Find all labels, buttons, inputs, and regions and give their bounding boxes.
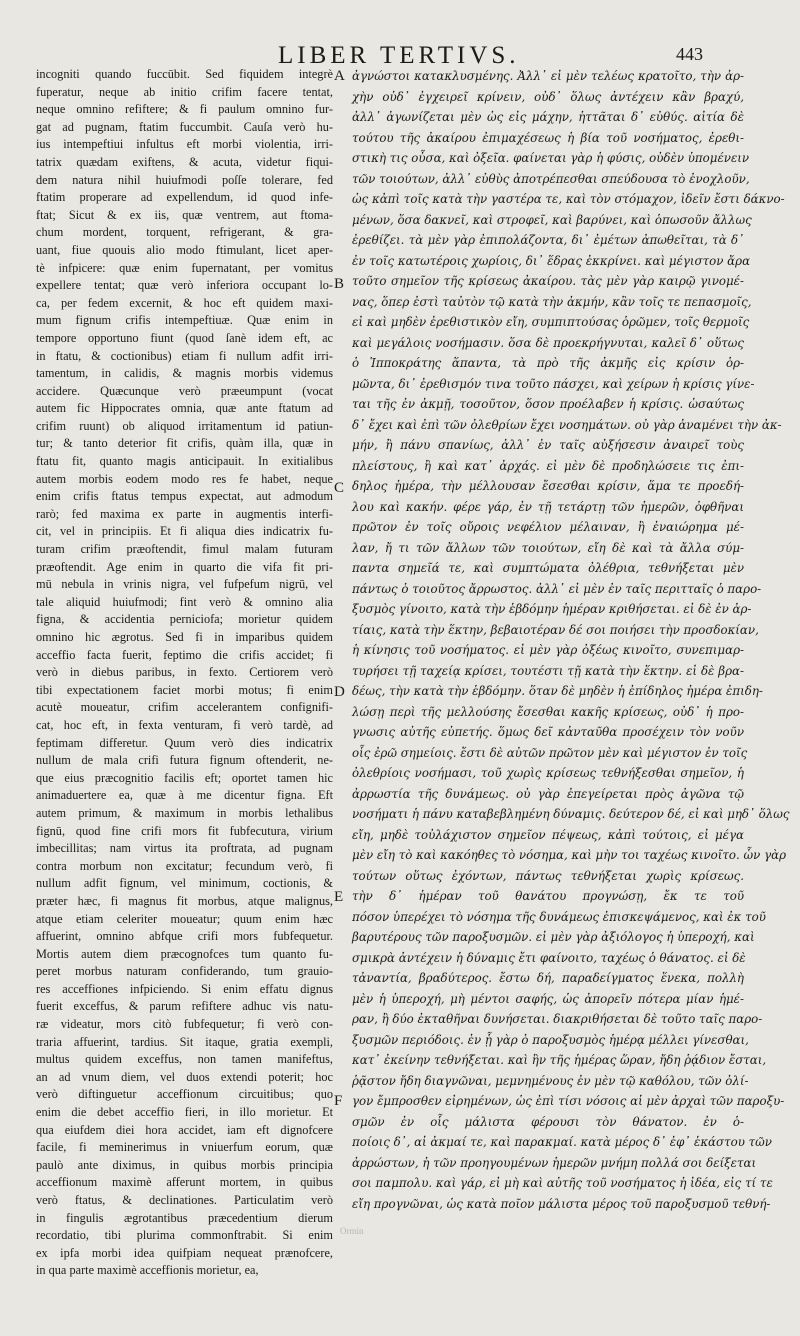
greek-text-line: μένων, ὅσα δακνεῖ, καὶ στροφεῖ, καὶ βαρύνει, καὶ ὁπωσοῦν ἄλλως	[352, 212, 752, 227]
latin-text-line: præter hæc, fi magnus fit morbus, atque malignus,	[36, 893, 333, 908]
greek-text-line: ἀγνώστοι κατακλυσμένης. Ἀλλ᾽ εἰ μὲν τελέως κρατοῖτο, τὴν ἀρ-	[352, 69, 744, 83]
latin-text-line: acutè moueatur, crifim accelerantem confignifi-	[36, 700, 333, 715]
latin-text-line: acceffio facta fuerit, feptimo die crifis accidet; fi	[36, 647, 333, 662]
greek-text-line: ὡς κἀπὶ τοῖς κατὰ τὴν γαστέρα τε, καὶ τὸν στόμαχον, ἰδεῖν ἔστι δάκνο-	[352, 192, 785, 206]
latin-text-line: accidere. Quæcunque verò præeumpunt (vocat	[36, 383, 333, 398]
greek-text-line: δ᾽ ἔχει καὶ ἐπὶ τῶν ὀλεθρίων ἔχει νοσημάτων. οὐ γὰρ ἀναμένει τὴν ἀκ-	[352, 417, 782, 432]
latin-text-line: que eius præcognitio facilis eft; oportet tamen hic	[36, 770, 333, 785]
greek-text-line: ἀρρωστία τῆς δυνάμεως. οὐ γὰρ ἐπεγείρεται πρὸς ἀγῶνα τῷ	[352, 786, 744, 801]
latin-text-line: autem morbis eodem modo res fe habet, neque	[36, 471, 333, 486]
latin-text-line: mum fignum crifis intempeftiuæ. Quæ enim in	[36, 313, 333, 328]
latin-text-line: an ad vnum diem, vel duos extendi poterit; hoc	[36, 1069, 333, 1084]
latin-text-line: crifim ruunt) ob aliquod irritamentum id patiun-	[36, 418, 333, 433]
greek-column	[352, 66, 790, 1214]
greek-text-line: ραν, ἢ δύο ἐκταθῆναι δυνήσεται. διακριθήσεται δὲ τοῦτο ταῖς παρο-	[352, 1012, 763, 1026]
greek-text-line: μὲν ἡ ὑπεροχή, μὴ μέντοι σαφής, ὡς ἀπορεῖν πότερα μίαν ἡμέ-	[352, 991, 744, 1006]
latin-text-line: mū nebula in vrinis nigra, vel fufpefum nigrū, vel	[36, 577, 333, 592]
latin-text-line: ius intempeftiui infultus eft morbi violentia, irri-	[36, 137, 333, 152]
latin-text-line: tatrix quædam exiftens, & acuta, videtur fiqui-	[36, 154, 333, 169]
latin-text-line: incogniti quando fuccūbit. Sed fiquidem integrè	[36, 67, 333, 81]
latin-text-line: imbecillitas; nam virtus ita proftrata, ad pugnam	[36, 841, 333, 856]
latin-text-line: neque omnino refiftere; & fi paulum omnino fur-	[36, 102, 333, 117]
latin-text-line: acceffionum maximè afferunt mortem, in quibus	[36, 1175, 333, 1190]
latin-text-line: præoftendit. Age enim in quarto die vifa fit pri-	[36, 559, 333, 574]
latin-text-line: nullum adfit fignum, vel minimum, coctionis, &	[36, 876, 333, 891]
margin-letter-f: F	[334, 1093, 343, 1109]
greek-text-line: τῶν τοιούτων, ἀλλ᾽ εὐθὺς ἀποτρέπεσθαι σπεύδουσα τὸ ἐνοχλοῦν,	[352, 171, 750, 186]
greek-text-line: τἀναντία, βραδύτερος. ἔστω δή, παραδείγματος ἕνεκα, πολλὴ	[352, 971, 744, 985]
running-head	[0, 42, 800, 68]
latin-text-line: ftatu fit, quanto magis anticipauit. In exitialibus	[36, 454, 333, 469]
latin-text-line: facile, fi meminerimus in vniuerfum eorum, quæ	[36, 1140, 333, 1155]
greek-text-line: λου καὶ κακήν. φέρε γάρ, ἐν τῇ τετάρτῃ τῶν ἡμερῶν, ὀφθῆναι	[352, 499, 744, 514]
latin-text-line: animaduertere ea, quæ à me dicentur figna. Eft	[36, 788, 333, 803]
latin-text-line: verò ftatus, & declinationes. Particulatim verò	[36, 1193, 333, 1207]
greek-text-line: τοῦτο σημεῖον τῆς κρίσεως ἀκαίρου. τὰς μὲν γὰρ καιρῷ γινομέ-	[352, 274, 744, 288]
greek-text-line: πλείστους, ἢ καὶ κατ᾽ ἀρχάς. εἰ μὲν δὲ προδηλώσειε τις ἐπι-	[352, 458, 744, 473]
latin-text-line: fuperatur, neque ab initio crifim facere tentat,	[36, 84, 333, 99]
latin-text-line: autem fic Hippocrates omnia, quæ ante ftatum ad	[36, 401, 333, 416]
latin-text-line: tale aliquid huiufmodi; fint verò & omnino alia	[36, 594, 333, 609]
greek-text-line: παντα σημεῖά τε, καὶ συμπτώματα ὀλέθρια, τεθνήξεται μὲν	[352, 561, 744, 575]
latin-text-line: ræ videatur, mors citò fubfequetur; fi verò con-	[36, 1017, 333, 1032]
greek-text-line: τούτου τῆς ἀκαίρου ἐπιμαχέσεως ἡ βία τοῦ νοσήματος, ἐρεθι-	[352, 130, 744, 145]
latin-text-line: fuerit exceffus, & parum refiftere adhuc vis natu-	[36, 999, 333, 1014]
latin-text-line: traria affuerint, tardius. Sit itaque, gratia exempli,	[36, 1034, 333, 1049]
latin-text-line: Mortis autem diem præcognofces tum quanto fu-	[36, 946, 333, 961]
latin-text-line: turam crifim præoftendit, fimul malam futuram	[36, 542, 333, 557]
greek-text-line: λώσῃ περὶ τῆς μελλούσης ἔσεσθαι κακῆς κρίσεως, οὐδ᾽ ἡ προ-	[352, 704, 744, 719]
greek-text-line: τίαις, κατὰ τὴν ἕκτην, βεβαιοτέραν δέ σοι ποιήσει τὴν προσδοκίαν,	[352, 622, 759, 637]
latin-text-line: multus quidem exceffus, non tamen manifeftus,	[36, 1052, 333, 1067]
latin-text-line: in fingulis ægrotantibus præcedentium dierum	[36, 1210, 333, 1225]
latin-text-line: tamentum, in calidis, & magnis morbis videmus	[36, 366, 333, 381]
greek-text-line: μὲν εἴη τὸ καὶ κακόηθες τὸ νόσημα, καὶ μὴν τοι ταχέως κινοῖτο. ὧν γὰρ	[352, 848, 787, 862]
margin-letter-c: C	[334, 480, 345, 496]
greek-text-line: ἡ κίνησις τοῦ νοσήματος. εἰ μὲν γὰρ ὀξέως κινοῖτο, συνεπιμαρ-	[352, 643, 744, 657]
greek-text-line: εἴη, μηδὲ τοὐλάχιστον σημεῖον πέψεως, κἀπὶ τούτοις, εἰ μέγα	[352, 827, 744, 842]
latin-text-line: cit, vel in principiis. Et fi aliqua dies indicatrix fu-	[36, 524, 333, 539]
latin-text-line: fignū, quod fine crifi mors fit fubfecutura, virium	[36, 823, 333, 838]
greek-text-line: ποίοις δ᾽, αἱ ἀκμαί τε, καὶ παρακμαί. κατὰ μέρος δ᾽ ἐφ᾽ ἑκάστου τῶν	[352, 1135, 772, 1149]
greek-text-line: ἀλλ᾽ ἀγωνίζεται μὲν ὡς εἰς μάχην, ἡττᾶται δ᾽ εὐθύς. αἰτία δὲ	[352, 110, 744, 124]
greek-text-line: σοι παμπολυ. καὶ γάρ, εἰ μὴ καὶ αὐτῆς τοῦ νοσήματος ἡ ἰδέα, εἰς τί τε	[352, 1176, 773, 1190]
latin-text-line: autem primum, & maximum in morbis lethalibus	[36, 805, 333, 820]
latin-text-line: tibi expectationem faciet morbi motus; fi enim	[36, 682, 333, 697]
latin-text-line: affuerint, omnino abfque crifi mors fubfequetur.	[36, 929, 333, 944]
margin-letter-e: E	[334, 889, 344, 905]
greek-text-line: πρῶτον ἐν τοῖς οὔροις νεφέλιον μέλαιναν, ἢ ἐναιώρημα μέ-	[352, 520, 744, 534]
latin-text-line: expellere tentat; quæ verò inferiora occupant lo-	[36, 278, 333, 293]
latin-text-line: rarò; fed maxima ex parte in augmentis interfi-	[36, 506, 333, 521]
greek-text-line: ξυσμῶν περιόδοις. ἐν ᾗ γὰρ ὁ παροξυσμὸς ἡμέρᾳ μέλλει γίνεσθαι,	[352, 1032, 749, 1047]
latin-text-line: ca, per fedem excernit, & hoc eft quidem maxi-	[36, 295, 333, 310]
latin-text-line: contra morbum non excitatur; fecundum verò, fi	[36, 858, 333, 873]
greek-text-line: σμικρὰ ἀντέχειν ἡ δύναμις ἔτι φαίνοιτο, ταχέως ὁ θάνατος. εἰ δὲ	[352, 950, 746, 965]
latin-column	[36, 66, 333, 1280]
greek-text-line: εἴη προγνῶναι, ὡς κατὰ ποῖον μάλιστα μέρος τοῦ παροξυσμοῦ τεθνή-	[352, 1196, 771, 1211]
greek-text-line: καὶ μεγάλοις νοσήμασιν. ὅσα δὲ προεκρήγνυται, καλεῖ δ᾽ οὕτως	[352, 335, 744, 350]
greek-text-line: ἀρρώστων, ἡ τῶν προηγουμένων ἡμερῶν μνήμη πολλά σοι δείξεται	[352, 1155, 757, 1170]
greek-text-line: ἐρεθίζει. τὰ μὲν γὰρ ἐπιπολάζοντα, δι᾽ ἐμέτων ἀπωθεῖται, τὰ δ᾽	[352, 233, 744, 247]
latin-text-line: ex ipfa morbi idea quifpiam nequeat prænofcere,	[36, 1245, 333, 1260]
running-head-title: LIBER TERTIVS.	[278, 42, 520, 69]
greek-text-line: εἰ καὶ μηδὲν ἐρεθιστικὸν εἴη, συμπιπτούσας ὁρῶμεν, τοῖς θερμοῖς	[352, 315, 750, 329]
latin-text-line: in ftatu, & coctionibus) etiam fi nullum adfit irri-	[36, 348, 333, 363]
latin-text-line: chum mordent, torquent, refrigerant, & gra-	[36, 225, 333, 240]
latin-text-line: in qua parte maximè acceffionis morietur, ea,	[36, 1263, 259, 1278]
latin-text-line: uant, fiue quouis alio modo ftimulant, licet aper-	[36, 242, 333, 257]
latin-text-line: enim crifis ftatus tempus expectat, aut admodum	[36, 489, 333, 504]
latin-text-line: enim die debet acceffio fieri, in illo morietur. Et	[36, 1105, 333, 1120]
greek-text-line: ἐν τοῖς κατωτέροις χωρίοις, δι᾽ ἕδρας ἐκκρίνει. καὶ μέγιστον ἄρα	[352, 253, 751, 268]
margin-letter-b: B	[334, 276, 345, 292]
greek-text-line: νοσήματι ἡ πάνυ καταβεβλημένη δύναμις. δεύτερον δέ, εἰ καὶ μηδ᾽ ὅλως	[352, 807, 790, 821]
greek-text-line: μῶντα, δι᾽ ἐρεθισμόν τινα τοῦτο πάσχει, καὶ χείρων ἡ κρίσις γίνε-	[352, 376, 755, 391]
greek-text-line: τούτων οὕτως ἐχόντων, πάντως τεθνήξεται χωρὶς κρίσεως.	[352, 868, 744, 883]
greek-text-line: βαρυτέρους τῶν παροξυσμῶν. εἰ μὲν γὰρ ἀξιόλογος ἡ ὑπεροχή, καὶ	[352, 930, 755, 944]
latin-text-line: verò diftinguetur acceffionum circuitibus; quo	[36, 1087, 333, 1102]
greek-text-line: ται τῆς ἐν ἀκμῇ, τοσοῦτον, ὅσον προέλαβεν ἡ κρίσις. ὡσαύτως	[352, 397, 744, 411]
latin-text-line: ftat; Sicut & ex iis, quæ ventrem, aut ftoma-	[36, 207, 333, 222]
greek-text-line: λαν, ἤ τι τῶν ἄλλων τῶν τοιούτων, εἴη δὲ καὶ τὰ ἄλλα σύμ-	[352, 540, 744, 555]
greek-text-line: δηλος ἡμέρα, τὴν μέλλουσαν ἔσεσθαι κρίσιν, ἅμα τε προεδή-	[352, 479, 744, 493]
latin-text-line: res acceffiones infpiciendo. Si enim effatu dignus	[36, 981, 333, 996]
latin-text-line: feptimam differetur. Quum verò dies indicatrix	[36, 735, 333, 750]
greek-text-line: τυρήσει τῇ ταχείᾳ κρίσει, τουτέστι τῇ κατὰ τὴν ἕκτην. εἰ δὲ βρα-	[352, 663, 744, 678]
greek-text-line: δέως, τὴν κατὰ τὴν ἑβδόμην. ὅταν δὲ μηδὲν ἡ ἐπίδηλος ἡμέρα ἐπιδη-	[352, 684, 763, 698]
latin-text-line: omnino hic ægrotus. Sed fi in imparibus quidem	[36, 630, 333, 644]
greek-text-line: γον ἔμπροσθεν εἰρημένων, ὡς ἐπὶ τίσι νόσοις αἱ μὲν ἀρχαὶ τῶν παροξυ-	[352, 1094, 785, 1108]
greek-text-line: πόσον ὑπερέχει τὸ νόσημα τῆς δυνάμεως ἐπισκεψάμενος, καὶ ἐκ τοῦ	[352, 909, 766, 924]
latin-text-line: nullum de mala crifi futura fignum oftenderit, ne-	[36, 753, 333, 768]
greek-text-line: οἷς ἐρῶ σημείοις. ἔστι δὲ αὐτῶν πρῶτον μὲν καὶ μέγιστον ἐν τοῖς	[352, 745, 748, 760]
greek-text-line: κατ᾽ ἐκείνην τεθνήξεται. καὶ ἣν τῆς ἡμέρας ὥραν, ἤδη ῥᾴδιον ἔσται,	[352, 1053, 767, 1067]
latin-text-line: ftatim properare ad expellendum, id quod infe-	[36, 190, 333, 205]
greek-text-line: χὴν οὐδ᾽ ἐγχειρεῖ κρίνειν, οὐδ᾽ ὅλως ἀντέχειν κἂν βραχύ,	[352, 89, 744, 104]
latin-text-line: atque etiam celeriter moueatur; quum enim hæc	[36, 911, 333, 926]
greek-text-line: στικὴ τις οὖσα, καὶ ὀξεῖα. φαίνεται γὰρ ἡ φύσις, οὐδὲν ὑπομένειν	[352, 151, 750, 165]
margin-letter-d: D	[334, 684, 345, 700]
greek-text-line: ὀλεθρίοις νοσήμασι, τοῦ χωρὶς κρίσεως τεθνήξεσθαι σημεῖον, ἡ	[352, 766, 744, 780]
greek-text-line: τὴν δ᾽ ἡμέραν τοῦ θανάτου προγνώσῃ, ἔκ τε τοῦ	[352, 889, 744, 903]
greek-text-line: ξυσμὸς γίνοιτο, κατὰ τὴν ἑβδόμην ἡμέραν κριθήσεται. εἰ δὲ ἐν ἀρ-	[352, 602, 752, 616]
faint-bleedthrough-mark: Ormin	[340, 1226, 364, 1236]
greek-text-line: νας, ὅπερ ἐστὶ ταὐτὸν τῷ κατὰ τὴν ἀκμήν, κἂν τοῖς τε πεπασμοῖς,	[352, 294, 752, 309]
latin-text-line: paulò ante diximus, in quibus morbis principia	[36, 1157, 333, 1172]
greek-text-line: ῥᾷστον ἤδη διαγνῶναι, μεμνημένους ἐν μὲν τῷ καθόλου, τῶν ὀλί-	[352, 1073, 749, 1088]
page-number: 443	[676, 44, 703, 64]
latin-text-line: recordatio, tibi plurima commonftrabit. Si enim	[36, 1228, 333, 1243]
latin-text-line: tempore opportuno fiunt (quod ſanè idem eft, ac	[36, 330, 333, 345]
latin-text-line: qua eiufdem diei hora accidet, iam eft dignofcere	[36, 1122, 333, 1137]
latin-text-line: gat ad pugnam, ftatim fuccumbit. Cauſa verò hu-	[36, 119, 333, 134]
latin-text-line: figna, & accidentia perniciofa; morietur quidem	[36, 612, 333, 627]
greek-text-line: ὁ Ἱπποκράτης ἅπαντα, τὰ πρὸ τῆς ἀκμῆς εἰς κρίσιν ὁρ-	[352, 356, 744, 370]
latin-text-line: peret morbus naturam confiderando, tum grauio-	[36, 964, 333, 979]
greek-text-line: σμῶν ἐν οἷς μάλιστα φέρουσι τὸν θάνατον. ἐν ὁ-	[352, 1114, 744, 1129]
greek-text-line: μήν, ἢ πάνυ σπανίως, ἀλλ᾽ ἐν ταῖς αὐξήσεσιν ἀναιρεῖ τοὺς	[352, 438, 744, 452]
latin-text-line: dem natura nihil huiufmodi poſſe tolerare, fed	[36, 172, 333, 187]
margin-letter-a: A	[334, 68, 345, 84]
greek-text-line: γνωσις αὐτῆς εὐπετής. ὅμως δεῖ κἀνταῦθα προσέχειν τὸν νοῦν	[352, 725, 744, 739]
greek-text-line: πάντως ὁ τοιοῦτος ἄρρωστος. ἀλλ᾽ εἰ μὲν ἐν ταῖς περιτταῖς ὁ παρο-	[352, 581, 762, 596]
latin-text-line: tè infpicere: quæ enim fupernatant, per vomitus	[36, 260, 333, 275]
latin-text-line: verò in diebus paribus, in fexto. Certiorem verò	[36, 665, 333, 680]
latin-text-line: tur; & tanto deterior fit crifis, quàm illa, quæ in	[36, 436, 333, 451]
latin-text-line: cat, hoc eft, in fexta venturam, fi verò tardè, ad	[36, 717, 333, 732]
